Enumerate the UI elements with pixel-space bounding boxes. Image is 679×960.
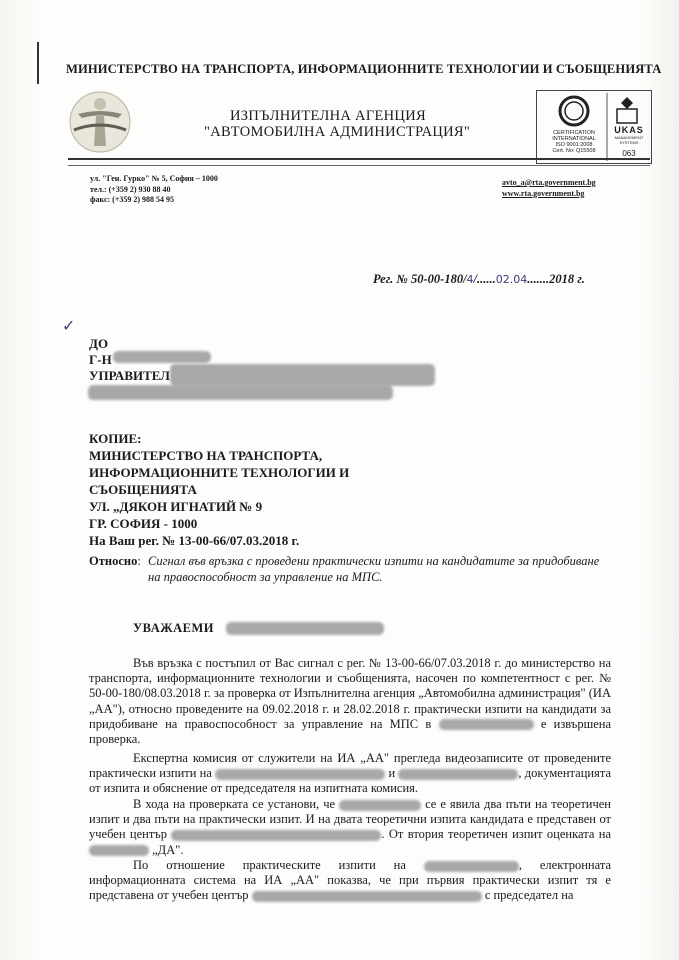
reg-suffix: .2018 г. xyxy=(546,272,585,286)
paragraph-4-text-c: с председател на xyxy=(484,888,574,903)
cert-text-1: CERTIFICATION xyxy=(553,130,595,136)
paragraph-2-end: , документацията от изпита и обяснение от председателя на изпитната комисия. xyxy=(89,766,612,796)
redaction xyxy=(439,719,534,730)
margin-mark xyxy=(37,42,39,84)
copies-label: КОПИЕ: xyxy=(89,431,142,446)
agency-address xyxy=(90,174,218,206)
paragraph-3-text-c: . От втория теоретичен изпит оценката на xyxy=(381,827,611,842)
redaction xyxy=(424,861,519,872)
subject-label: Относно: xyxy=(89,554,141,568)
ukas-sub-1: MANAGEMENT xyxy=(614,135,644,140)
redaction xyxy=(252,891,482,902)
addressee-manager: УПРАВИТЕЛ xyxy=(89,368,170,383)
redaction xyxy=(170,364,435,386)
address-fax: факс: (+359 2) 988 54 95 xyxy=(90,195,175,204)
header-rule-thin xyxy=(68,165,650,166)
reg-hand-number: 4 xyxy=(466,273,474,286)
copies-line-6: ГР. СОФИЯ - 1000 xyxy=(89,516,198,531)
paragraph-1-text: Във връзка с постъпил от Вас сигнал с рег. № 13-00-66/07.03.2018 г. до министерство на транспорта, информационните технологии и съобщенията, насочен по компетентност с рег. № 50-00-180/08.03.2018 г. за проверка от Изпълнителна агенция „Автомобилна администрация" (ИА „АА"), относно проведените на 09.02.2018 г. и 28.02.2018 г. практически изпити на кандидати за придобиване на правоспособност за управление на МПС в xyxy=(89,656,611,731)
ministry-title: МИНИСТЕРСТВО НА ТРАНСПОРТА, ИНФОРМАЦИОННИТЕ ТЕХНОЛОГИИ И СЪОБЩЕНИЯТА xyxy=(66,62,662,76)
copies-line-2: МИНИСТЕРСТВО НА ТРАНСПОРТА, xyxy=(89,448,323,463)
copies-block xyxy=(89,430,349,549)
paragraph-4 xyxy=(89,858,611,904)
redaction xyxy=(398,769,518,780)
agency-logo-icon xyxy=(68,90,132,154)
paragraph-4-text-b: , електронната информационната система на ИА „АА" показва, че при първия практически изпит тя е представена от учебен център xyxy=(89,858,612,903)
redaction xyxy=(171,830,381,841)
reg-prefix: Рег. № 50-00-180/ xyxy=(373,272,467,286)
ukas-number: 063 xyxy=(622,149,636,158)
paragraph-3 xyxy=(89,797,611,858)
agency-name-line1: ИЗПЪЛНИТЕЛНА АГЕНЦИЯ xyxy=(230,108,426,124)
paragraph-3-text-d: „ДА". xyxy=(152,842,184,857)
paragraph-2-text: Експертна комисия от служители на ИА „АА" прегледа видеозаписите от проведените практически изпити на xyxy=(89,751,611,781)
redaction xyxy=(113,351,211,363)
addressee-mr: Г-Н xyxy=(89,352,112,367)
copies-line-3: ИНФОРМАЦИОННИТЕ ТЕХНОЛОГИИ И xyxy=(89,465,350,480)
copies-line-4: СЪОБЩЕНИЯТА xyxy=(89,482,197,497)
redaction xyxy=(226,622,384,635)
paragraph-3-text-a: В хода на проверката се установи, че xyxy=(133,797,336,811)
paragraph-4-text-a: По отношение практическите изпити на xyxy=(133,858,406,872)
subject-text: Сигнал във връзка с проведени практически изпити на кандидатите за придобиване на правоспособност за управление на МПС. xyxy=(148,554,600,584)
paragraph-2-and: и xyxy=(388,766,396,781)
redaction xyxy=(215,769,385,780)
email-link[interactable]: avto_a@rta.government.bg xyxy=(502,178,596,187)
agency-contacts xyxy=(502,178,596,199)
address-phone: тел.: (+359 2) 930 88 40 xyxy=(90,184,171,194)
cert-text-3: ISO 9001:2008 xyxy=(555,142,593,148)
addressee-to: ДО xyxy=(89,336,109,351)
paragraph-1-end: е извършена проверка. xyxy=(89,716,612,747)
redaction xyxy=(339,800,421,811)
copies-line-5: УЛ. „ДЯКОН ИГНАТИЙ № 9 xyxy=(89,499,263,514)
greeting: УВАЖАЕМИ xyxy=(133,621,214,635)
copies-line-7: На Ваш рег. № 13-00-66/07.03.2018 г. xyxy=(89,533,300,548)
paragraph-3-text-b: се е явила два пъти на теоретичен изпит и два пъти на практически изпит. И на двата теоретични изпита кандидата е представен от учебен център xyxy=(89,797,611,842)
subject-label-text: Относно xyxy=(89,554,138,568)
redaction xyxy=(88,385,393,400)
registration-number: Рег. № 50-00-180/4/......02.04.......2018 г. xyxy=(373,272,585,286)
ukas-sub-2: SYSTEMS xyxy=(619,140,639,145)
ukas-text: UKAS xyxy=(614,125,644,135)
agency-name-line2: "АВТОМОБИЛНА АДМИНИСТРАЦИЯ" xyxy=(204,124,471,140)
cert-text-4: Cert. No: Q15508 xyxy=(552,148,596,154)
certification-box xyxy=(536,90,652,164)
paragraph-2 xyxy=(89,751,611,797)
cert-text-2: INTERNATIONAL xyxy=(552,136,596,142)
paragraph-1 xyxy=(89,656,611,747)
website-link[interactable]: www.rta.government.bg xyxy=(502,188,585,198)
redaction xyxy=(89,845,149,856)
address-street: ул. "Ген. Гурко" № 5, София – 1000 xyxy=(90,174,218,183)
reg-hand-date: 02.04 xyxy=(495,273,528,286)
handwritten-tick-icon: ✓ xyxy=(62,316,76,335)
header-rule-thick xyxy=(68,158,650,160)
